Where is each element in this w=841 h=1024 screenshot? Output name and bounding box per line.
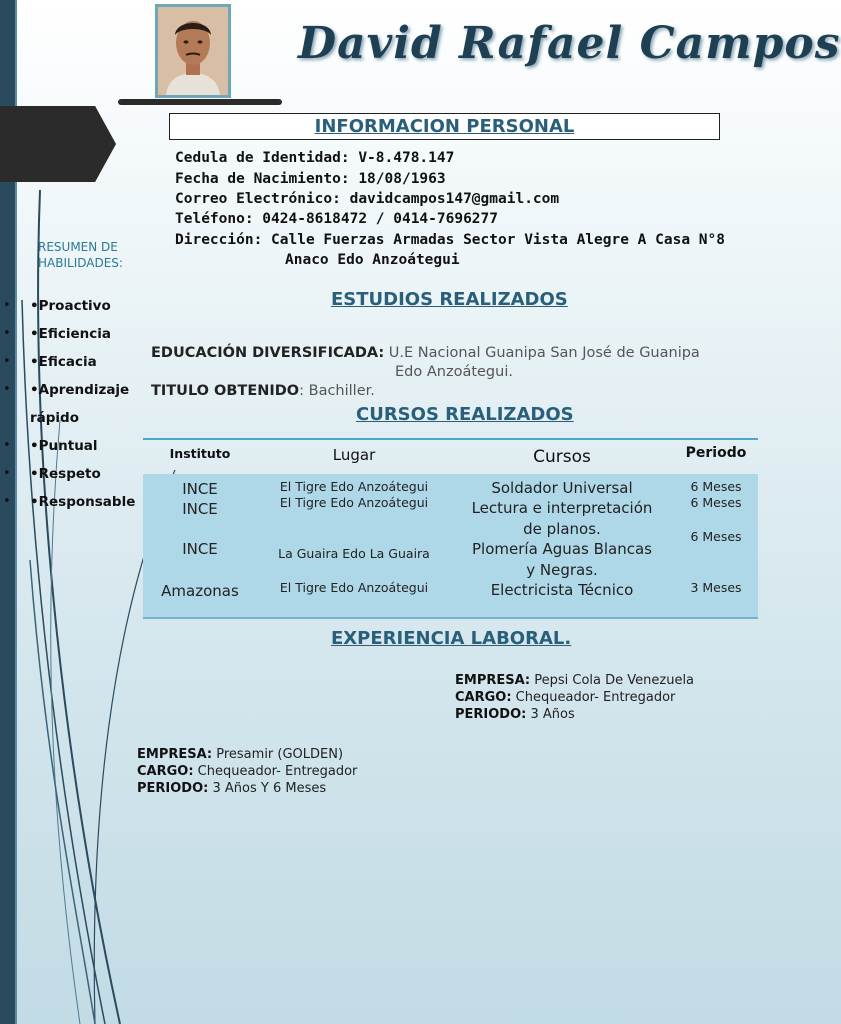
courses-title: CURSOS REALIZADOS: [356, 404, 574, 425]
education-line: [151, 345, 700, 361]
position-value: Chequeador- Entregador: [511, 690, 676, 705]
table-cell-curso-2: y Negras.: [526, 561, 598, 579]
table-cell-lugar: La Guaira Edo La Guaira: [278, 546, 430, 561]
studies-title: ESTUDIOS REALIZADOS: [331, 289, 568, 310]
job-position: [137, 763, 357, 780]
job-company: [137, 746, 357, 763]
table-row: INCE: [182, 540, 218, 558]
phone-line: Teléfono: 0424-8618472 / 0414-7696277: [175, 211, 499, 227]
skill-item: •Proactivo: [30, 298, 111, 314]
skill-item: •Responsable: [30, 494, 136, 510]
skill-item: rápido: [30, 410, 79, 426]
period-label: PERIODO:: [137, 781, 209, 796]
company-value: Presamir (GOLDEN): [212, 747, 344, 762]
photo-underline: [118, 99, 282, 105]
degree-value: : Bachiller.: [299, 383, 375, 399]
table-cell-lugar: El Tigre Edo Anzoátegui: [279, 495, 429, 510]
skills-heading-line-2: HABILIDADES:: [38, 256, 123, 270]
education-value: U.E Nacional Guanipa San José de Guanipa: [388, 345, 700, 361]
job-entry: [455, 672, 694, 723]
table-cell-curso: Plomería Aguas Blancas: [472, 540, 652, 558]
birthdate-line: Fecha de Nacimiento: 18/08/1963: [175, 171, 446, 187]
profile-photo: [155, 4, 231, 98]
outer-bullet: •: [3, 354, 11, 369]
table-cell-lugar: El Tigre Edo Anzoátegui: [279, 479, 429, 494]
table-cell-curso-2: de planos.: [523, 520, 601, 538]
job-position: [455, 689, 694, 706]
table-cell-periodo: 3 Meses: [690, 580, 742, 595]
education-value-2: Edo Anzoátegui.: [395, 364, 513, 380]
header-lugar: Lugar: [332, 446, 376, 464]
company-value: Pepsi Cola De Venezuela: [530, 673, 695, 688]
personal-info-title: INFORMACION PERSONAL: [169, 113, 720, 140]
outer-bullet: •: [3, 438, 11, 453]
email-line: Correo Electrónico: davidcampos147@gmail.com: [175, 191, 560, 207]
header-periodo: Periodo: [685, 445, 747, 461]
table-cell-curso: Lectura e interpretación: [471, 499, 653, 517]
job-period: [137, 780, 357, 797]
period-value: 3 Años Y 6 Meses: [208, 781, 327, 796]
table-cell-lugar: El Tigre Edo Anzoátegui: [279, 580, 429, 595]
table-row: Amazonas: [161, 582, 239, 600]
outer-bullet: •: [3, 466, 11, 481]
skill-item: •Eficacia: [30, 354, 97, 370]
company-label: EMPRESA:: [455, 673, 531, 688]
job-company: [455, 672, 694, 689]
outer-bullet: •: [3, 326, 11, 341]
education-label: EDUCACIÓN DIVERSIFICADA:: [151, 345, 385, 361]
period-value: 3 Años: [526, 707, 575, 722]
header-instituto: Instituto: [169, 446, 231, 461]
skills-heading: [38, 239, 123, 271]
position-label: CARGO:: [137, 764, 194, 779]
table-cell-periodo: 6 Meses: [690, 529, 742, 544]
chevron-banner: [0, 106, 116, 182]
degree-line: [151, 383, 375, 399]
job-period: [455, 706, 694, 723]
skill-item: •Puntual: [30, 438, 98, 454]
job-entry: [137, 746, 357, 797]
candidate-name: David Rafael Campos: [298, 18, 841, 69]
table-cell-curso: Electricista Técnico: [490, 581, 634, 599]
header-cursos: Cursos: [533, 447, 591, 467]
period-label: PERIODO:: [455, 707, 527, 722]
address-line: Dirección: Calle Fuerzas Armadas Sector Vista Alegre A Casa N°8: [175, 232, 725, 248]
skill-item: •Respeto: [30, 466, 101, 482]
position-label: CARGO:: [455, 690, 512, 705]
table-row: INCE: [182, 500, 218, 518]
position-value: Chequeador- Entregador: [193, 764, 358, 779]
experience-title: EXPERIENCIA LABORAL.: [331, 628, 572, 649]
cedula-line: Cedula de Identidad: V-8.478.147: [175, 150, 455, 166]
table-cell-periodo: 6 Meses: [690, 495, 742, 510]
table-cell-curso: Soldador Universal: [491, 479, 633, 497]
table-bottom-border: [143, 617, 758, 619]
company-label: EMPRESA:: [137, 747, 213, 762]
skill-item: •Eficiencia: [30, 326, 111, 342]
outer-bullet: •: [3, 382, 11, 397]
table-cell-periodo: 6 Meses: [690, 479, 742, 494]
table-top-border: [143, 438, 758, 440]
degree-label: TITULO OBTENIDO: [151, 383, 300, 399]
skill-item: •Aprendizaje: [30, 382, 130, 398]
skills-heading-line-1: RESUMEN DE: [38, 240, 118, 254]
table-row: INCE: [182, 480, 218, 498]
address-line-2: Anaco Edo Anzoátegui: [285, 252, 460, 268]
outer-bullet: •: [3, 494, 11, 509]
outer-bullet: •: [3, 298, 11, 313]
